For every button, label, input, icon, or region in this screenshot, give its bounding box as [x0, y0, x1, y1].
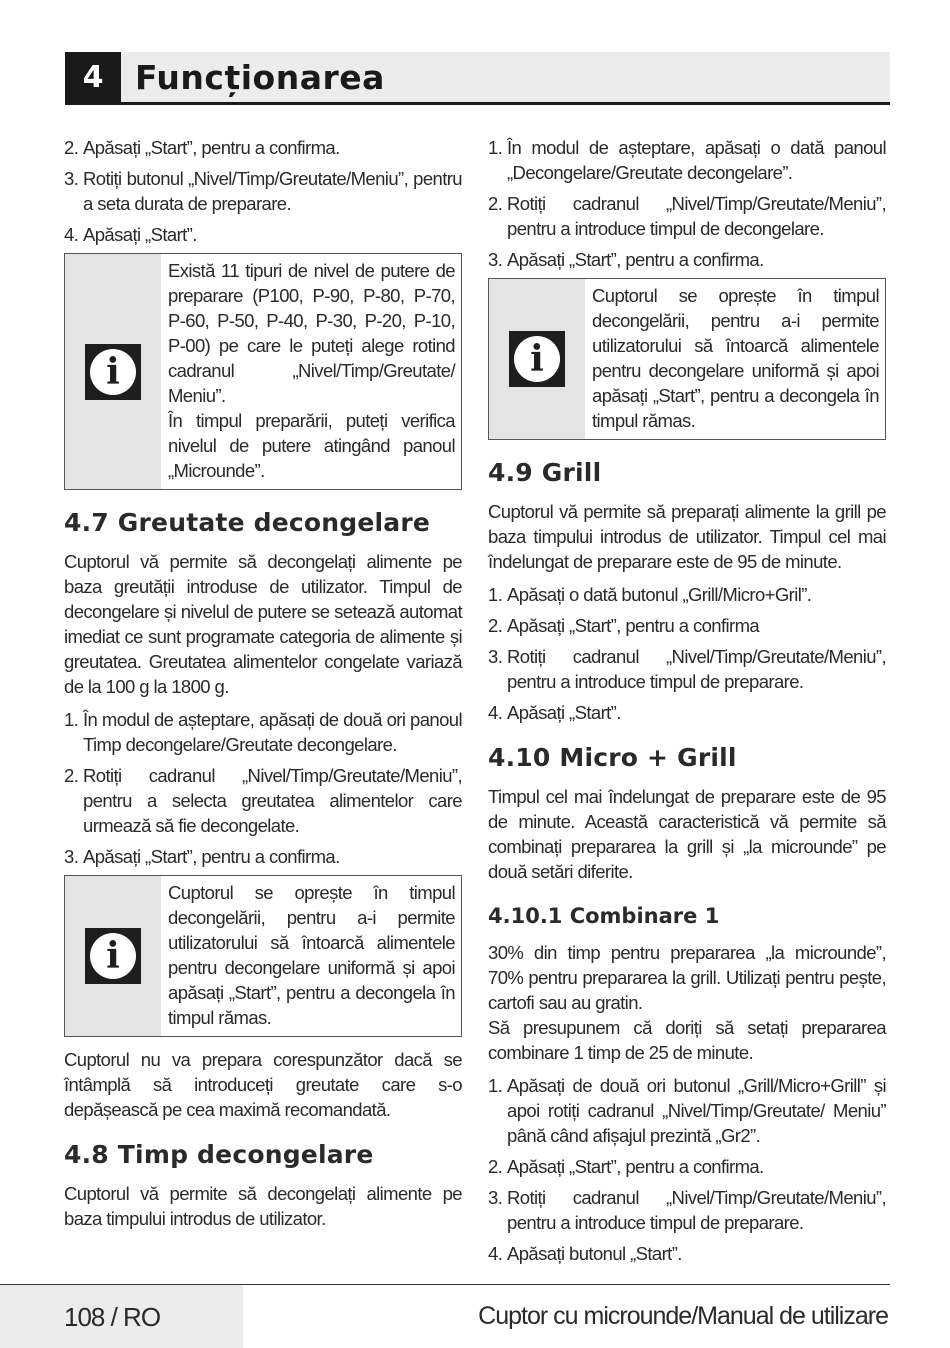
step-number: 2. — [64, 137, 79, 158]
section-intro: Cuptorul vă permite să decongelați alimente pe baza greutății introduse de utilizator. Timpul de decongelare și nivelul de putere se setează automat imediat ce sunt programate categoria de alimente și greutatea. Greutatea alimentelor congelate variază de la 100 g la 1800 g. — [64, 551, 462, 697]
page-number: 108 / RO — [64, 1302, 161, 1332]
step-text: Rotiți cadranul „Nivel/Timp/Greutate/Meniu”, pentru a introduce timpul de decongelare. — [507, 193, 886, 239]
list-item — [488, 247, 886, 272]
list-item — [488, 582, 886, 607]
list-item — [488, 1241, 886, 1266]
note-text — [161, 254, 461, 489]
step-text: Apăsați „Start”, pentru a confirma. — [83, 846, 340, 867]
step-number: 1. — [64, 709, 79, 730]
note-paragraph: În timpul preparării, puteți verifica nivelul de putere atingând panoul „Microunde”. — [168, 410, 455, 481]
section-title-4-10: 4.10 Micro + Grill — [488, 743, 737, 772]
note-paragraph: Cuptorul se oprește în timpul decongelării, pentru a-i permite utilizatorului să întoarcă alimentele pentru decongelare uniformă și apoi apăsați „Start”, pentru a decongela în timpul rămas. — [592, 285, 879, 431]
list-item — [488, 1073, 886, 1148]
list-item — [488, 700, 886, 725]
step-number: 3. — [64, 168, 79, 189]
list-item — [64, 222, 462, 247]
step-number: 4. — [488, 702, 503, 723]
section-title-4-7: 4.7 Greutate decongelare — [64, 508, 431, 537]
step-text: Apăsați o dată butonul „Grill/Micro+Gril”. — [507, 584, 812, 605]
note-text — [161, 876, 461, 1036]
list-item — [64, 763, 462, 838]
note-paragraph: Există 11 tipuri de nivel de putere de preparare (P100, P-90, P-80, P-70, P-60, P-50, P-40, P-30, P-20, P-10, P-00) pe care le puteți alege rotind cadranul „Nivel/Timp/Greutate/ Meniu”. — [168, 260, 455, 406]
step-text: Apăsați „Start”, pentru a confirma — [507, 615, 760, 636]
section-paragraph: Cuptorul nu va prepara corespunzător dacă se întâmplă să introduceți greutate care s-o depășească pe cea maximă recomandată. — [64, 1049, 462, 1120]
right-column — [488, 135, 886, 1272]
steps-4-7 — [64, 707, 462, 869]
info-note — [488, 278, 886, 440]
step-number: 3. — [64, 846, 79, 867]
step-text: Apăsați „Start”. — [83, 224, 197, 245]
list-item — [64, 135, 462, 160]
list-item — [488, 613, 886, 638]
list-item — [488, 1185, 886, 1235]
info-icon: i — [85, 928, 141, 984]
section-intro: Timpul cel mai îndelungat de preparare este de 95 de minute. Această caracteristică vă permite să combinați prepararea la grill și „la microunde” pe două setări diferite. — [488, 786, 886, 882]
note-icon-cell — [489, 279, 585, 439]
list-item — [488, 644, 886, 694]
chapter-header — [65, 52, 890, 105]
info-note — [64, 875, 462, 1037]
note-icon-cell — [65, 254, 161, 489]
step-number: 4. — [64, 224, 79, 245]
manual-title: Cuptor cu microunde/Manual de utilizare — [478, 1302, 888, 1330]
step-text: În modul de așteptare, apăsați de două ori panoul Timp decongelare/Greutate decongelare. — [83, 709, 462, 755]
step-text: Rotiți cadranul „Nivel/Timp/Greutate/Meniu”, pentru a introduce timpul de preparare. — [507, 1187, 886, 1233]
info-icon: i — [85, 344, 141, 400]
steps-4-10-1 — [488, 1073, 886, 1266]
section-title-4-8: 4.8 Timp decongelare — [64, 1140, 374, 1169]
list-item — [488, 1154, 886, 1179]
step-number: 2. — [488, 1156, 503, 1177]
list-item — [488, 135, 886, 185]
steps-4-8 — [488, 135, 886, 272]
left-column — [64, 135, 462, 1231]
step-number: 2. — [64, 765, 79, 786]
step-text: Rotiți butonul „Nivel/Timp/Greutate/Meniu”, pentru a seta durata de preparare. — [83, 168, 462, 214]
list-item — [64, 166, 462, 216]
step-text: Apăsați de două ori butonul „Grill/Micro+Grill” și apoi rotiți cadranul „Nivel/Timp/Greutate/ Meniu” până când afișajul prezintă „Gr2”. — [507, 1075, 886, 1146]
section-paragraph: Să presupunem că doriți să setați prepararea combinare 1 timp de 25 de minute. — [488, 1017, 886, 1063]
list-item — [64, 844, 462, 869]
intro-steps — [64, 135, 462, 247]
info-icon: i — [509, 331, 565, 387]
step-number: 3. — [488, 646, 503, 667]
step-text: Apăsați „Start”, pentru a confirma. — [83, 137, 340, 158]
step-text: Rotiți cadranul „Nivel/Timp/Greutate/Meniu”, pentru a selecta greutatea alimentelor care urmează să fie decongelate. — [83, 765, 462, 836]
section-intro: Cuptorul vă permite să decongelați alimente pe baza timpului introdus de utilizator. — [64, 1183, 462, 1229]
chapter-number: 4 — [65, 52, 121, 102]
step-text: Apăsați butonul „Start”. — [507, 1243, 682, 1264]
note-icon-cell — [65, 876, 161, 1036]
page-footer — [0, 1284, 950, 1348]
note-paragraph: Cuptorul se oprește în timpul decongelării, pentru a-i permite utilizatorului să întoarcă alimentele pentru decongelare uniformă și apoi apăsați „Start”, pentru a decongela în timpul rămas. — [168, 882, 455, 1028]
section-paragraph: 30% din timp pentru prepararea „la microunde”, 70% pentru prepararea la grill. Utilizați pentru pește, cartofi sau au gratin. — [488, 942, 886, 1013]
chapter-title: Funcționarea — [135, 58, 385, 97]
step-number: 1. — [488, 584, 503, 605]
section-title-4-10-1: 4.10.1 Combinare 1 — [488, 904, 720, 928]
info-note — [64, 253, 462, 490]
step-text: Apăsați „Start”. — [507, 702, 621, 723]
step-number: 2. — [488, 193, 503, 214]
step-text: Apăsați „Start”, pentru a confirma. — [507, 249, 764, 270]
step-number: 3. — [488, 249, 503, 270]
step-number: 2. — [488, 615, 503, 636]
step-number: 1. — [488, 137, 503, 158]
section-title-4-9: 4.9 Grill — [488, 458, 602, 487]
step-text: Apăsați „Start”, pentru a confirma. — [507, 1156, 764, 1177]
step-number: 1. — [488, 1075, 503, 1096]
list-item — [488, 191, 886, 241]
step-text: Rotiți cadranul „Nivel/Timp/Greutate/Meniu”, pentru a introduce timpul de preparare. — [507, 646, 886, 692]
list-item — [64, 707, 462, 757]
note-text — [585, 279, 885, 439]
step-number: 4. — [488, 1243, 503, 1264]
section-intro: Cuptorul vă permite să preparați alimente la grill pe baza timpului introdus de utilizator. Timpul cel mai îndelungat de preparare este de 95 de minute. — [488, 501, 886, 572]
steps-4-9 — [488, 582, 886, 725]
step-number: 3. — [488, 1187, 503, 1208]
step-text: În modul de așteptare, apăsați o dată panoul „Decongelare/Greutate decongelare”. — [507, 137, 886, 183]
